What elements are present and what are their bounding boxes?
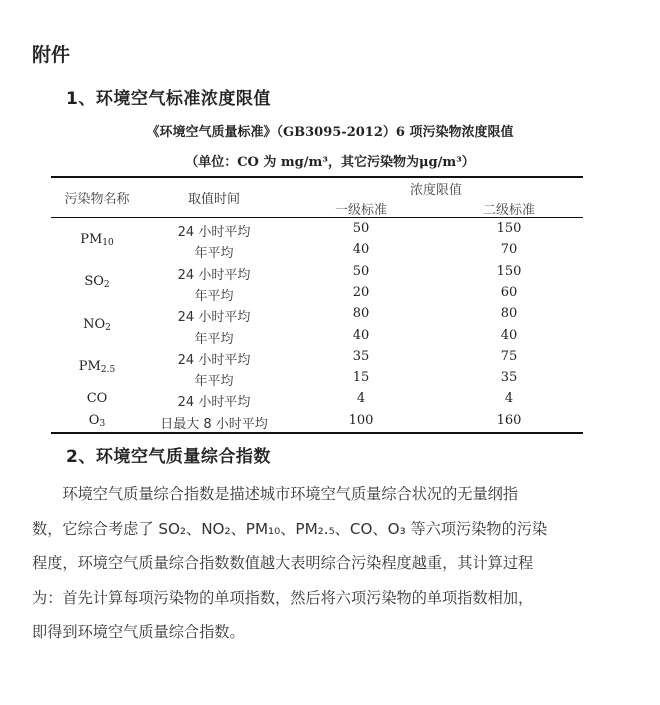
pollutant-name [51, 317, 143, 333]
section-1-heading: 1、环境空气标准浓度限值 [66, 89, 271, 109]
row-grade1: 80 [352, 306, 370, 322]
pollutant-symbol: PM [80, 231, 103, 247]
paragraph-line: 环境空气质量综合指数是描述城市环境空气质量综合状况的无量纲指 [62, 485, 519, 503]
pollutant-symbol: SO [84, 274, 104, 290]
row-period: 年平均 [194, 374, 234, 390]
pollutant-subscript: 2 [105, 322, 111, 333]
row-period: 24 小时平均 [177, 267, 251, 283]
pollutant-subscript: 2 [103, 280, 110, 291]
header-period: 取值时间 [187, 192, 240, 207]
header-limit-group: 浓度限值 [409, 183, 462, 198]
row-period: 24 小时平均 [177, 352, 251, 368]
row-grade1: 20 [352, 284, 370, 300]
pollutant-symbol: O [88, 412, 100, 428]
row-grade2: 80 [500, 306, 518, 322]
row-grade2: 150 [496, 221, 522, 236]
section-2-heading: 2、环境空气质量综合指数 [66, 447, 271, 467]
row-grade1: 50 [352, 221, 370, 236]
paragraph-line: 数，它综合考虑了 SO₂、NO₂、PM₁₀、PM₂.₅、CO、O₃ 等六项污染物的污染 [32, 519, 548, 538]
header-pollutant: 污染物名称 [64, 192, 130, 207]
table-top-rule [51, 176, 583, 178]
row-grade2: 70 [500, 242, 518, 258]
header-grade2: 二级标准 [482, 203, 535, 218]
pollutant-subscript: 2.5 [100, 365, 116, 376]
paragraph-line: 即得到环境空气质量综合指数。 [32, 623, 245, 642]
row-grade2: 75 [500, 348, 518, 364]
pollutant-name [51, 413, 143, 429]
pollutant-symbol: CO [86, 391, 108, 407]
header-grade1: 一级标准 [334, 203, 387, 218]
pollutant-symbol: NO [83, 316, 106, 332]
pollutant-name [51, 232, 143, 248]
row-grade2: 35 [500, 370, 518, 386]
row-grade1: 35 [352, 348, 370, 364]
row-grade1: 40 [352, 327, 370, 343]
paragraph-line: 程度，环境空气质量综合指数数值越大表明综合污染程度越重，其计算过程 [32, 554, 534, 573]
table-caption-title: 《环境空气质量标准》（GB3095-2012）6 项污染物浓度限值 [146, 125, 514, 140]
row-grade1: 100 [348, 412, 374, 428]
pollutant-subscript: 10 [102, 237, 114, 248]
pollutant-subscript: 3 [99, 418, 106, 429]
row-period: 年平均 [194, 331, 234, 347]
row-grade2: 4 [504, 391, 514, 407]
row-grade2: 60 [500, 284, 518, 300]
pollutant-symbol: PM [78, 359, 101, 375]
row-period: 日最大 8 小时平均 [160, 416, 268, 432]
row-period: 24 小时平均 [177, 395, 251, 411]
row-grade1: 15 [352, 370, 370, 386]
row-grade1: 4 [356, 391, 366, 407]
pollutant-name [51, 274, 143, 290]
table-bottom-rule [51, 432, 583, 434]
table-caption-unit: （单位：CO 为 mg/m³，其它污染物为μg/m³） [185, 155, 475, 170]
attachment-label: 附件 [32, 44, 71, 66]
row-grade1: 50 [352, 263, 370, 279]
row-grade2: 150 [496, 263, 522, 279]
row-grade2: 160 [496, 412, 522, 428]
row-period: 年平均 [194, 246, 234, 262]
pollutant-name [51, 359, 143, 375]
paragraph-line: 为：首先计算每项污染物的单项指数，然后将六项污染物的单项指数相加， [32, 588, 534, 607]
row-grade1: 40 [352, 242, 370, 258]
row-period: 24 小时平均 [177, 310, 251, 326]
row-period: 24 小时平均 [177, 225, 251, 240]
row-grade2: 40 [500, 327, 518, 343]
row-period: 年平均 [194, 288, 234, 304]
section-2-paragraph [32, 477, 612, 650]
pollutant-name [51, 391, 143, 406]
